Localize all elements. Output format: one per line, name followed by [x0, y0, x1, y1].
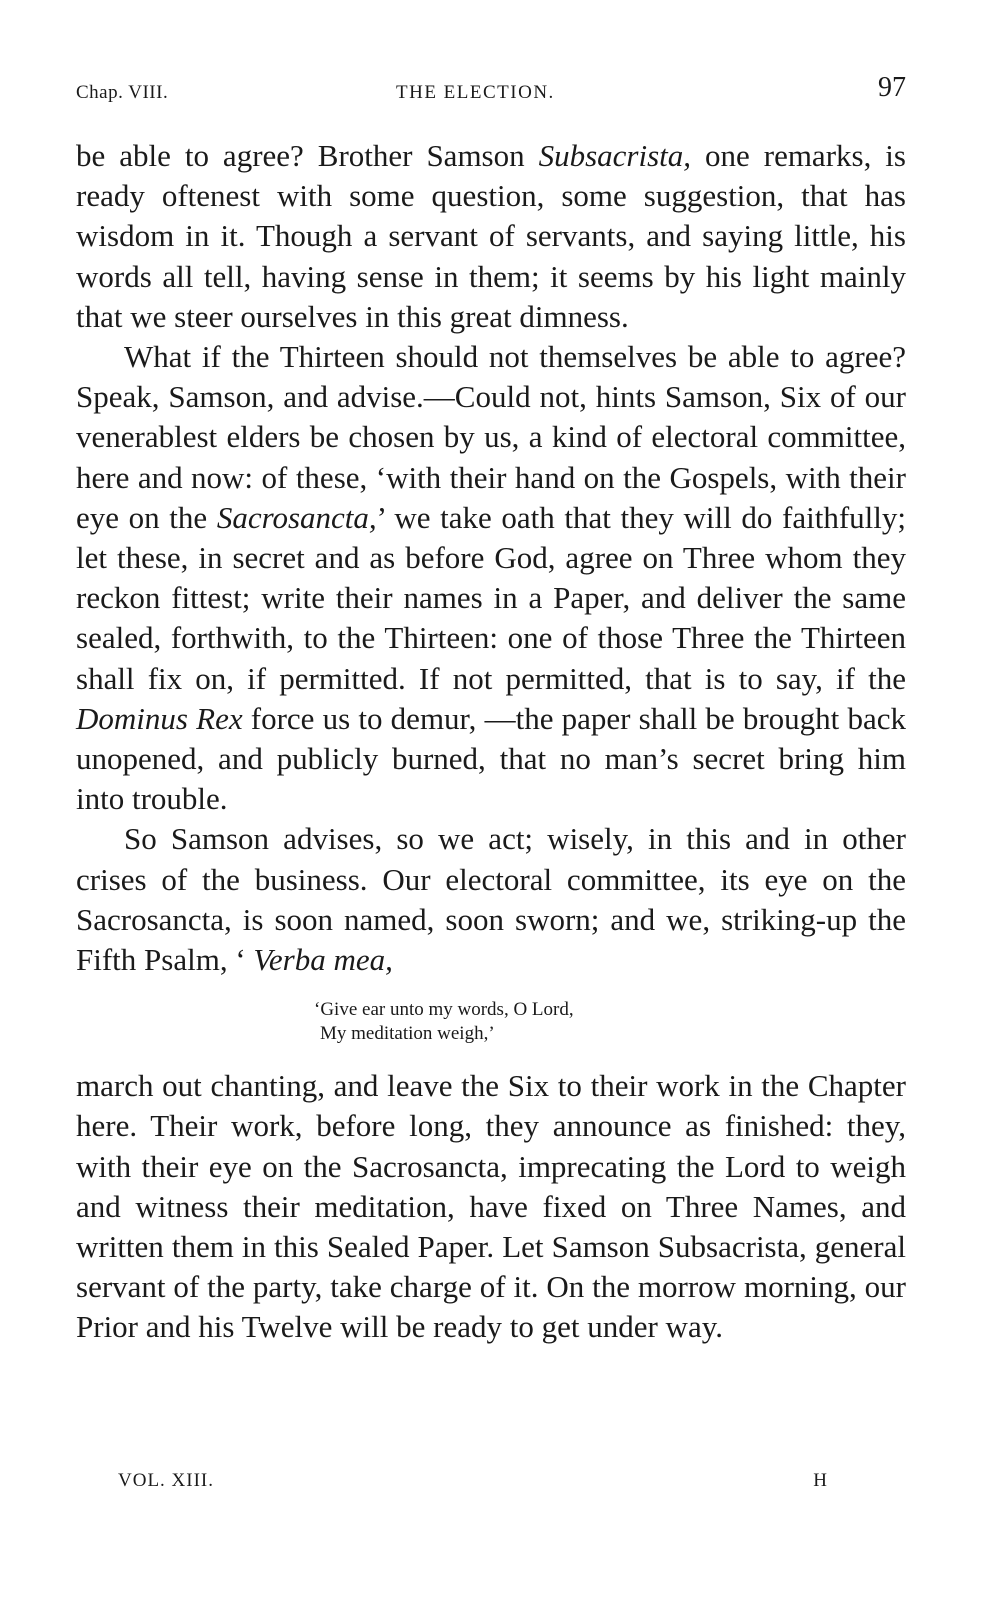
paragraph-2-text-c: ’ we take oath that they will do faithfully; let these, in secret and as before God, agree on Three whom they reckon fittest; write their names in a Paper, and deliver the same sealed, forthwith, to the Thirteen: one of those Three the Thirteen shall fix on, if permitted. If not permitted, that is to say, if the [76, 499, 906, 696]
paragraph-1-italic: Subsacrista, [538, 138, 692, 173]
paragraph-2 [76, 337, 906, 819]
paragraph-4 [76, 1066, 906, 1347]
paragraph-2-text-a: What if the Thirteen should not themselves be able to agree? Speak, Samson, and advise.—Could not, hints Samson, Six of our venerablest elders be chosen by us, a kind of electoral committee, here and now: of these, ‘with their hand on the Gospels, with their eye on the [76, 339, 906, 535]
paragraph-1-text-c: one remarks, is ready oftenest with some question, some suggestion, that has wisdom in it. Though a servant of servants, and saying little, his words all tell, having sense in them; it seems by his light mainly that we steer ourselves in this great dimness. [76, 138, 906, 334]
running-title: THE ELECTION. [396, 82, 555, 103]
paragraph-1 [76, 136, 906, 337]
paragraph-3-text-a: So Samson advises, so we act; wisely, in this and in other crises of the business. Our electoral committee, its eye on the Sacrosancta, is soon named, soon sworn; and we, striking-up the Fifth Psalm, ‘ [76, 821, 906, 978]
body-text [76, 136, 906, 1348]
chapter-label: Chap. VIII. [76, 82, 169, 103]
running-header [76, 72, 906, 108]
volume-label: VOL. XIII. [118, 1470, 215, 1491]
page-number: 97 [878, 72, 906, 103]
paragraph-4-text: march out chanting, and leave the Six to their work in the Chapter here. Their work, before long, they announce as finished: they, with their eye on the Sacrosancta, imprecating the Lord to weigh and witness their meditation, have fixed on Three Names, and written them in this Sealed Paper. Let Samson Subsacrista, general servant of the party, take charge of it. On the morrow morning, our Prior and his Twelve will be ready to get under way. [76, 1068, 906, 1345]
verse-line-1: ‘Give ear unto my words, O Lord, [314, 999, 574, 1021]
signature-mark: H [813, 1470, 828, 1491]
verse-line-2: My meditation weigh,’ [320, 1023, 495, 1045]
paragraph-3-italic-verba-mea: Verba mea, [253, 942, 393, 978]
paragraph-1-text-a: be able to agree? Brother Samson [76, 138, 539, 173]
page-footer [118, 1470, 828, 1500]
paragraph-2-text-e: force us to demur, —the paper shall be brought back unopened, and publicly burned, that no man’s secret bring him into trouble. [76, 700, 906, 817]
paragraph-2-italic-dominus-rex: Dominus Rex [76, 700, 243, 736]
verse-quote [314, 998, 906, 1046]
paragraph-2-italic-sacrosancta: Sacrosancta, [216, 499, 377, 535]
paragraph-3 [76, 819, 906, 980]
